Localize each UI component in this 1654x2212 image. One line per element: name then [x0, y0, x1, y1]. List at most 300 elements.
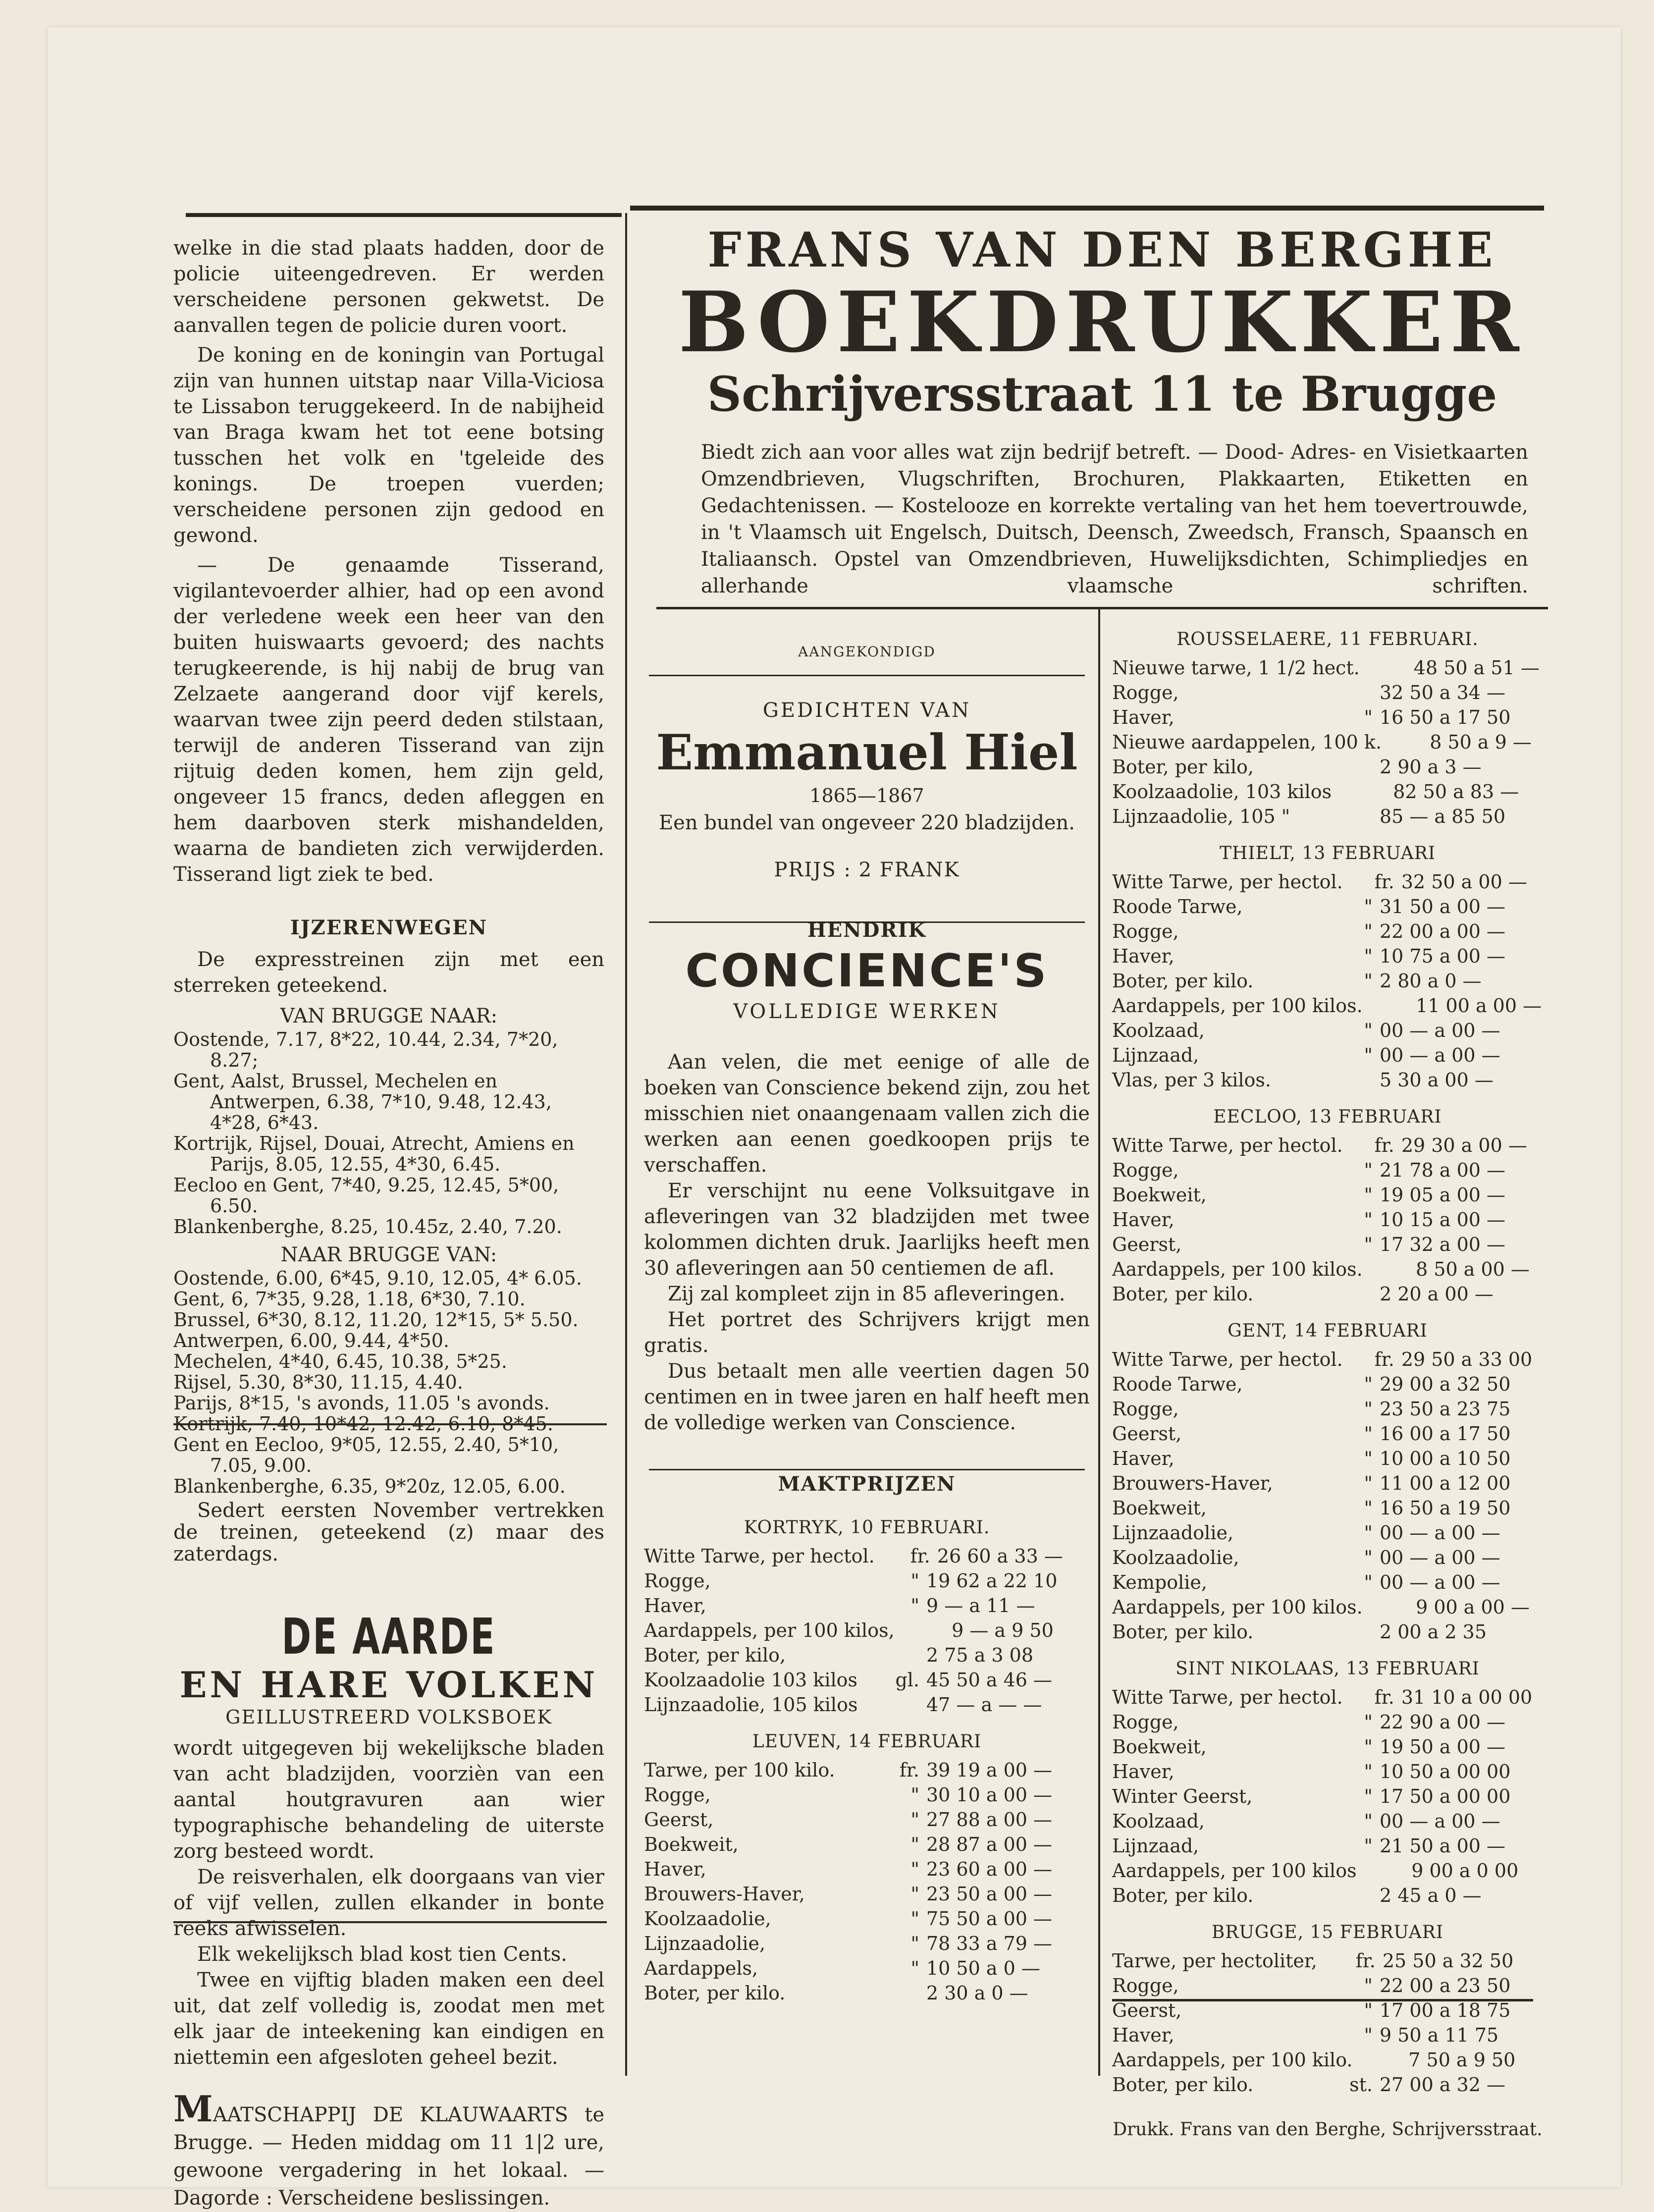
unit: " — [1364, 1044, 1373, 1066]
commodity: Witte Tarwe, per hectol. — [1112, 1349, 1343, 1370]
unit: " — [910, 1784, 919, 1806]
announced-label: AANGEKONDIGD — [798, 644, 936, 660]
unit: " — [910, 1834, 919, 1855]
commodity: Koolzaad, — [1112, 1810, 1205, 1832]
column-rule-2 — [1098, 609, 1100, 2076]
unit: " — [1364, 706, 1373, 728]
poet-name: Emmanuel Hiel — [656, 724, 1078, 781]
commodity: Rogge, — [644, 1784, 711, 1806]
unit: " — [1364, 896, 1373, 917]
price-range: 00 — a 00 — — [1380, 1571, 1500, 1593]
top-rule-left — [186, 213, 622, 217]
price-range: 32 50 a 00 — — [1401, 871, 1527, 893]
commodity: Koolzaadolie, 103 kilos — [1112, 781, 1332, 803]
klauwaarts-text: AATSCHAPPIJ DE KLAUWAARTS te Brugge. — Heden middag om 11 1|2 ure, gewoone vergadering in het lokaal. — Dagorde : Verscheidene beslissingen. — [173, 2104, 604, 2210]
unit — [1313, 755, 1380, 779]
unit — [1360, 655, 1414, 680]
price-row — [1112, 1068, 1543, 1092]
aarde-paragraph: wordt uitgegeven bij wekelijksche bladen van acht bladzijden, voorzièn van een aantal houtgravuren aan wier typographische behandeling de uiterste zorg besteed wordt. — [173, 1737, 604, 1863]
unit — [1313, 680, 1380, 705]
unit: fr. — [1374, 871, 1394, 893]
right-markets — [1112, 627, 1543, 2097]
commodity: Haver, — [1112, 1761, 1174, 1782]
commodity: Haver, — [1112, 706, 1174, 728]
price-row — [644, 1643, 1090, 1668]
unit — [895, 1618, 952, 1643]
unit: " — [1364, 1522, 1373, 1544]
unit: " — [1364, 1209, 1373, 1231]
price-range: 00 — a 00 — — [1380, 1020, 1500, 1041]
price-row — [1112, 1421, 1543, 1446]
de-aarde-subtitle-2: GEILLUSTREERD VOLKSBOEK — [225, 1706, 552, 1728]
commodity: Boter, per kilo. — [1112, 1885, 1254, 1906]
timetable-line: Oostende, 7.17, 8*22, 10.44, 2.34, 7*20, 8.27; — [173, 1028, 558, 1071]
market-place-heading: THIELT, 13 FEBRUARI — [1219, 843, 1436, 863]
price-row — [1112, 969, 1543, 993]
price-range: 10 15 a 00 — — [1380, 1209, 1506, 1231]
unit: fr. — [1374, 1686, 1394, 1708]
commodity: Aardappels, per 100 kilos, — [644, 1619, 895, 1641]
article-paragraph: De koning en de koningin van Portugal zijn van hunnen uitstap naar Villa-Viciosa te Lissabon teruggekeerd. In de nabijheid van Braga kwam het tot eene botsing tusschen het volk en 'tgeleide des konings. De troepen vuerden; verscheidene personen zijn gedood en gewond. — [173, 344, 604, 547]
top-rule-right — [630, 206, 1544, 211]
price-range: 8 50 a 00 — — [1416, 1258, 1530, 1280]
unit: " — [1364, 1571, 1373, 1593]
commodity: Boekweit, — [1112, 1184, 1207, 1206]
left-column — [173, 235, 604, 2212]
unit: " — [1364, 1448, 1373, 1469]
commodity: Rogge, — [1112, 1159, 1179, 1181]
commodity: Witte Tarwe, per hectol. — [1112, 1134, 1343, 1156]
commodity: Boekweit, — [644, 1834, 739, 1855]
timetable-line: Kortrijk, 7.40, 10*42, 12.42, 6.10, 8*45. — [173, 1413, 553, 1435]
de-aarde-title: DE AARDE — [281, 1608, 496, 1666]
price-row — [1112, 2023, 1543, 2048]
timetable-line: Oostende, 6.00, 6*45, 9.10, 12.05, 4* 6.05. — [173, 1267, 582, 1289]
price-range: 10 50 a 00 00 — [1380, 1761, 1511, 1782]
price-range: 32 50 a 34 — — [1380, 682, 1506, 703]
price-range: 16 00 a 17 50 — [1380, 1423, 1511, 1445]
ad-bottom-rule — [656, 607, 1548, 609]
commodity: Geerst, — [1112, 1999, 1182, 2021]
railway-note: De expresstreinen zijn met een sterreken geteekend. — [173, 948, 604, 997]
market-place-heading: BRUGGE, 15 FEBRUARI — [1211, 1922, 1444, 1942]
unit — [1357, 1858, 1412, 1883]
price-row — [1112, 804, 1543, 829]
price-row — [1112, 1834, 1543, 1858]
price-range: 48 50 a 51 — — [1413, 657, 1540, 679]
price-row — [1112, 919, 1543, 944]
commodity: Haver, — [1112, 945, 1174, 967]
price-row — [1112, 869, 1543, 894]
klauwaarts-notice — [173, 2088, 604, 2212]
commodity: Boekweit, — [1112, 1736, 1207, 1758]
price-row — [1112, 1998, 1543, 2023]
unit — [1313, 1883, 1380, 1908]
price-row — [644, 1568, 1090, 1593]
unit: fr. — [910, 1545, 930, 1567]
price-range: 22 00 a 23 50 — [1380, 1975, 1511, 1996]
unit: " — [1364, 1398, 1373, 1420]
price-row — [644, 1692, 1090, 1717]
price-range: 29 30 a 00 — — [1401, 1134, 1527, 1156]
price-row — [1112, 1158, 1543, 1183]
printer-credit: Drukk. Frans van den Berghe, Schrijversstraat. — [1113, 2119, 1543, 2140]
timetable-line: Blankenberghe, 8.25, 10.45z, 2.40, 7.20. — [173, 1216, 562, 1238]
timetable-line: Gent, Aalst, Brussel, Mechelen en Antwerpen, 6.38, 7*10, 9.48, 12.43, 4*28, 6*43. — [173, 1070, 552, 1133]
price-range: 2 45 a 0 — — [1380, 1885, 1482, 1906]
commodity: Tarwe, per hectoliter, — [1112, 1950, 1317, 1972]
unit: st. — [1349, 2074, 1373, 2096]
price-row — [1112, 1347, 1543, 1372]
unit: " — [1364, 1711, 1373, 1733]
price-range: 19 62 a 22 10 — [926, 1570, 1058, 1592]
unit: " — [1364, 920, 1373, 942]
price-range: 82 50 a 83 — — [1393, 781, 1519, 803]
commodity: Lijnzaadolie, 105 " — [1112, 806, 1290, 827]
price-row — [644, 1906, 1090, 1931]
commodity: Rogge, — [1112, 1711, 1179, 1733]
commodity: Nieuwe aardappelen, 100 k. — [1112, 731, 1382, 753]
price-row — [1112, 779, 1543, 804]
market-place-heading: ROUSSELAERE, 11 FEBRUARI. — [1176, 629, 1479, 649]
timetable-line: Brussel, 6*30, 8.12, 11.20, 12*15, 5* 5.50. — [173, 1309, 579, 1331]
price-range: 28 87 a 00 — — [926, 1834, 1053, 1855]
price-range: 39 19 a 00 — — [926, 1759, 1053, 1781]
commodity: Koolzaadolie, — [644, 1908, 771, 1930]
commodity: Kempolie, — [1112, 1571, 1207, 1593]
unit: " — [910, 1570, 919, 1592]
commodity: Boter, per kilo. — [1112, 1283, 1254, 1305]
commodity: Lijnzaadolie, — [1112, 1522, 1234, 1544]
poems-label: GEDICHTEN VAN — [762, 699, 971, 722]
commodity: Lijnzaad, — [1112, 1835, 1199, 1857]
price-range: 31 10 a 00 00 — [1401, 1686, 1533, 1708]
price-row — [1112, 1570, 1543, 1595]
commodity: Haver, — [644, 1858, 706, 1880]
commodity: Vlas, per 3 kilos. — [1112, 1069, 1272, 1091]
unit: " — [1364, 1785, 1373, 1807]
unit — [1313, 1282, 1380, 1306]
commodity: Koolzaadolie 103 kilos — [644, 1669, 858, 1691]
price-row — [644, 1758, 1090, 1782]
conscience-paragraph: Zij zal kompleet zijn in 85 afleveringen. — [668, 1283, 1066, 1305]
commodity: Lijnzaadolie, 105 kilos — [644, 1694, 858, 1716]
price-row — [1112, 755, 1543, 779]
price-row — [1112, 1685, 1543, 1710]
commodity: Lijnzaad, — [1112, 1044, 1199, 1066]
unit — [1363, 993, 1416, 1018]
to-bruges-list — [173, 1268, 604, 1497]
from-bruges-title: VAN BRUGGE NAAR: — [280, 1005, 498, 1027]
commodity: Aardappels, per 100 kilos. — [1112, 995, 1363, 1017]
unit: " — [1364, 945, 1373, 967]
unit: " — [910, 1908, 919, 1930]
price-row — [1112, 1595, 1543, 1619]
price-row — [1112, 894, 1543, 919]
commodity: Rogge, — [644, 1570, 711, 1592]
market-place-heading: EECLOO, 13 FEBRUARI — [1213, 1107, 1442, 1127]
commodity: Witte Tarwe, per hectol. — [1112, 871, 1343, 893]
price-range: 9 00 a 0 00 — [1411, 1860, 1519, 1882]
timetable-line: Parijs, 8*15, 's avonds, 11.05 's avonds. — [173, 1392, 550, 1414]
timetable-line: Blankenberghe, 6.35, 9*20z, 12.05, 6.00. — [173, 1475, 566, 1497]
unit — [860, 1981, 926, 2005]
price-row — [1112, 1043, 1543, 1068]
timetable-line: Kortrijk, Rijsel, Douai, Atrecht, Amiens en Parijs, 8.05, 12.55, 4*30, 6.45. — [173, 1133, 575, 1175]
price-row — [644, 1782, 1090, 1807]
commodity: Koolzaadolie, — [1112, 1547, 1239, 1568]
timetable-line: Gent en Eecloo, 9*05, 12.55, 2.40, 5*10, 7.05, 9.00. — [173, 1434, 559, 1476]
price-range: 85 — a 85 50 — [1380, 806, 1506, 827]
price-range: 5 30 a 00 — — [1380, 1069, 1494, 1091]
commodity: Geerst, — [644, 1809, 714, 1831]
price-row — [644, 1544, 1090, 1568]
unit: " — [910, 1883, 919, 1905]
commodity: Boter, per kilo, — [1112, 756, 1254, 778]
price-range: 29 00 a 32 50 — [1380, 1373, 1511, 1395]
price-range: 00 — a 00 — — [1380, 1810, 1500, 1832]
price-range: 27 88 a 00 — — [926, 1809, 1053, 1831]
price-row — [644, 1931, 1090, 1956]
price-row — [1112, 944, 1543, 969]
price-row — [1112, 1446, 1543, 1471]
unit — [860, 1643, 926, 1668]
unit: " — [1364, 1234, 1373, 1255]
ad-name: FRANS VAN DEN BERGHE — [707, 222, 1497, 278]
price-row — [1112, 2048, 1543, 2072]
middle-column — [644, 639, 1090, 2005]
unit: " — [1364, 1975, 1373, 1996]
price-row — [1112, 1759, 1543, 1784]
price-range: 9 — a 11 — — [926, 1595, 1035, 1617]
unit: fr. — [899, 1759, 919, 1781]
railway-title: IJZERENWEGEN — [290, 916, 488, 939]
right-column — [1112, 627, 1543, 2143]
commodity: Witte Tarwe, per hectol. — [1112, 1686, 1343, 1708]
commodity: Koolzaad, — [1112, 1020, 1205, 1041]
price-range: 2 20 a 00 — — [1380, 1283, 1494, 1305]
price-row — [1112, 1858, 1543, 1883]
unit — [1332, 779, 1393, 804]
from-bruges-list — [173, 1029, 604, 1237]
commodity: Tarwe, per 100 kilo. — [644, 1759, 835, 1781]
price-range: 47 — a — — — [926, 1694, 1042, 1716]
price-range: 2 30 a 0 — — [926, 1982, 1028, 2004]
unit: " — [1364, 1159, 1373, 1181]
price-row — [1112, 1496, 1543, 1520]
unit: " — [1364, 1423, 1373, 1445]
price-range: 00 — a 00 — — [1380, 1044, 1500, 1066]
aarde-paragraph: De reisverhalen, elk doorgaans van vier of vijf vellen, zullen elkander in bonte reeks afwisselen. — [173, 1866, 604, 1940]
unit — [1363, 1257, 1416, 1282]
unit — [1313, 1619, 1380, 1644]
market-place-heading: GENT, 14 FEBRUARI — [1227, 1321, 1428, 1341]
timetable-line: Mechelen, 4*40, 6.45, 10.38, 5*25. — [173, 1350, 507, 1372]
price-row — [644, 1668, 1090, 1692]
conscience-paragraph: Er verschijnt nu eene Volksuitgave in afleveringen van 32 bladzijden met twee kolommen dichten druk. Jaarlijks heeft men 30 afleveringen aan 50 centiemen de afl. — [644, 1180, 1090, 1280]
middle-markets — [644, 1515, 1090, 2005]
price-range: 78 33 a 79 — — [926, 1933, 1053, 1954]
unit: fr. — [1374, 1349, 1394, 1370]
price-range: 11 00 a 12 00 — [1380, 1472, 1511, 1494]
unit: " — [910, 1809, 919, 1831]
price-range: 23 50 a 23 75 — [1380, 1398, 1511, 1420]
commodity: Boter, per kilo. — [1112, 970, 1254, 992]
commodity: Aardappels, per 100 kilos. — [1112, 1258, 1363, 1280]
commodity: Rogge, — [1112, 920, 1179, 942]
timetable-line: Rijsel, 5.30, 8*30, 11.15, 4.40. — [173, 1371, 463, 1393]
price-row — [1112, 1734, 1543, 1759]
unit: " — [1364, 1497, 1373, 1519]
price-range: 16 50 a 19 50 — [1380, 1497, 1511, 1519]
price-row — [1112, 1809, 1543, 1834]
commodity: Haver, — [1112, 1448, 1174, 1469]
ad-body: Biedt zich aan voor alles wat zijn bedrijf betreft. — Dood- Adres- en Visietkaarten Omzendbrieven, Vlugschriften, Brochuren, Plakkaarten, Etiketten en Gedachtenissen. — Kostelooze en korrekte vertaling van het hem toevertrouwde, in 't Vlaamsch uit Engelsch, Duitsch, Deensch, Zweedsch, Fransch, Spaansch en Italiaansch. Opstel van Omzendbrieven, Huwelijksdichten, Schimpliedjes en allerhande vlaamsche schriften. — [701, 441, 1528, 597]
market-place-heading: KORTRYK, 10 FEBRUARI. — [744, 1517, 990, 1538]
commodity: Aardappels, — [644, 1957, 758, 1979]
price-range: 11 00 a 00 — — [1416, 995, 1542, 1017]
price-row — [1112, 1619, 1543, 1644]
aarde-paragraph: Twee en vijftig bladen maken een deel uit, dat zelf volledig is, zoodat men met elk jaar de inteekening kan eindigen en niettemin een afgesloten geheel bezit. — [173, 1969, 604, 2069]
unit: " — [1364, 1835, 1373, 1857]
conscience-paragraph: Het portret des Schrijvers krijgt men gratis. — [644, 1308, 1090, 1357]
markets-title: MAKTPRIJZEN — [778, 1472, 956, 1496]
conscience-title: CONCIENCE'S — [685, 944, 1049, 997]
price-range: 10 00 a 10 50 — [1380, 1448, 1511, 1469]
price-row — [1112, 1183, 1543, 1207]
price-range: 9 00 a 00 — — [1416, 1596, 1530, 1618]
price-range: 19 50 a 00 — — [1380, 1736, 1506, 1758]
commodity: Haver, — [644, 1595, 706, 1617]
price-row — [644, 1857, 1090, 1882]
price-range: 17 32 a 00 — — [1380, 1234, 1506, 1255]
price-range: 16 50 a 17 50 — [1380, 706, 1511, 728]
unit — [1313, 1068, 1380, 1092]
unit — [1352, 2048, 1408, 2072]
price-range: 00 — a 00 — — [1380, 1522, 1500, 1544]
commodity: Rogge, — [1112, 1398, 1179, 1420]
unit: " — [1364, 970, 1373, 992]
unit: " — [1364, 1547, 1373, 1568]
price-row — [1112, 705, 1543, 730]
price-row — [1112, 1372, 1543, 1397]
price-row — [1112, 1710, 1543, 1734]
price-range: 27 00 a 32 — — [1380, 2074, 1506, 2096]
unit: " — [1364, 2024, 1373, 2046]
unit — [860, 1692, 926, 1717]
price-range: 30 10 a 00 — — [926, 1784, 1053, 1806]
price-row — [1112, 1397, 1543, 1421]
commodity: Aardappels, per 100 kilos. — [1112, 1596, 1363, 1618]
price-range: 45 50 a 46 — — [926, 1669, 1053, 1691]
price-range: 23 50 a 00 — — [926, 1883, 1053, 1905]
price-row — [1112, 1973, 1543, 1998]
price-range: 10 75 a 00 — — [1380, 945, 1506, 967]
price-row — [1112, 1207, 1543, 1232]
price-range: 26 60 a 33 — — [937, 1545, 1063, 1567]
price-row — [1112, 1257, 1543, 1282]
timetable-line: Gent, 6, 7*35, 9.28, 1.18, 6*30, 7.10. — [173, 1288, 526, 1310]
printer-ad — [656, 223, 1548, 599]
price-row — [1112, 655, 1543, 680]
unit: " — [910, 1957, 919, 1979]
commodity: Geerst, — [1112, 1423, 1182, 1445]
price-row — [1112, 2072, 1543, 2097]
unit — [1382, 730, 1430, 755]
price-row — [1112, 1282, 1543, 1306]
timetable-line: Eecloo en Gent, 7*40, 9.25, 12.45, 5*00, 6.50. — [173, 1174, 559, 1217]
price-range: 2 90 a 3 — — [1380, 756, 1482, 778]
price-range: 29 50 a 33 00 — [1401, 1349, 1533, 1370]
price-row — [1112, 1948, 1543, 1973]
price-row — [1112, 993, 1543, 1018]
price-range: 10 50 a 0 — — [926, 1957, 1040, 1979]
price-range: 21 78 a 00 — — [1380, 1159, 1506, 1181]
commodity: Rogge, — [1112, 1975, 1179, 1996]
price-range: 23 60 a 00 — — [926, 1858, 1053, 1880]
commodity: Geerst, — [1112, 1234, 1182, 1255]
unit: " — [1364, 1736, 1373, 1758]
price-range: 22 00 a 00 — — [1380, 920, 1506, 942]
commodity: Roode Tarwe, — [1112, 896, 1243, 917]
price-range: 7 50 a 9 50 — [1408, 2049, 1516, 2071]
unit: " — [910, 1858, 919, 1880]
price-row — [1112, 1133, 1543, 1158]
unit: " — [1364, 1472, 1373, 1494]
commodity: Haver, — [1112, 1209, 1174, 1231]
unit: " — [1364, 1184, 1373, 1206]
unit: " — [910, 1933, 919, 1954]
unit — [1313, 804, 1380, 829]
price-range: 19 05 a 00 — — [1380, 1184, 1506, 1206]
price-row — [1112, 1520, 1543, 1545]
price-range: 2 75 a 3 08 — [926, 1644, 1034, 1666]
railway-footer: Sedert eersten November vertrekken de treinen, geteekend (z) maar des zaterdags. — [173, 1499, 604, 1565]
commodity: Brouwers-Haver, — [644, 1883, 805, 1905]
price-row — [1112, 730, 1543, 755]
price-row — [644, 1832, 1090, 1857]
price-range: 75 50 a 00 — — [926, 1908, 1053, 1930]
commodity: Winter Geerst, — [1112, 1785, 1253, 1807]
commodity: Rogge, — [1112, 682, 1179, 703]
commodity: Boter, per kilo. — [644, 1982, 786, 2004]
price-range: 17 50 a 00 00 — [1380, 1785, 1511, 1807]
price-row — [1112, 1883, 1543, 1908]
article-paragraph: — De genaamde Tisserand, vigilantevoerder alhier, had op een avond der verledene week een heer van den buiten huiswaarts gevoerd; des nachts terugkeerende, is hij nabij de brug van Zelzaete aangerand door vijf kerels, waarvan twee zijn peerd deden stilstaan, terwijl de anderen Tisserand van zijn rijtuig deden komen, hem zijn geld, ongeveer 15 francs, deden afleggen en hem daarboven sterk mishandelden, waarna de bandieten zich verwijderden. Tisserand ligt ziek te bed. — [173, 554, 604, 886]
market-place-heading: SINT NIKOLAAS, 13 FEBRUARI — [1175, 1659, 1480, 1679]
price-range: 9 50 a 11 75 — [1380, 2024, 1499, 2046]
price-range: 21 50 a 00 — — [1380, 1835, 1506, 1857]
price-row — [644, 1956, 1090, 1981]
price-row — [1112, 680, 1543, 705]
commodity: Haver, — [1112, 2024, 1174, 2046]
price-range: 2 80 a 0 — — [1380, 970, 1482, 992]
conscience-paragraph: Aan velen, die met eenige of alle de boeken van Conscience bekend zijn, zou het misschien niet onaangenaam vallen zich die werken aan eenen goedkoopen prijs te verschaffen. — [644, 1051, 1090, 1177]
price-range: 2 00 a 2 35 — [1380, 1621, 1487, 1643]
commodity: Witte Tarwe, per hectol. — [644, 1545, 875, 1567]
price-range: 9 — a 9 50 — [952, 1619, 1054, 1641]
ad-address: Schrijversstraat 11 te Brugge — [707, 366, 1497, 422]
commodity: Boekweit, — [1112, 1497, 1207, 1519]
timetable-line: Antwerpen, 6.00, 9.44, 4*50. — [173, 1330, 449, 1351]
hendrik-label: HENDRIK — [807, 918, 927, 942]
price-row — [1112, 1471, 1543, 1496]
poem-years: 1865—1867 — [809, 785, 924, 807]
commodity: Boter, per kilo. — [1112, 1621, 1254, 1643]
unit: " — [1364, 1999, 1373, 2021]
aarde-paragraph: Elk wekelijksch blad kost tien Cents. — [197, 1943, 567, 1966]
price-range: 31 50 a 00 — — [1380, 896, 1506, 917]
